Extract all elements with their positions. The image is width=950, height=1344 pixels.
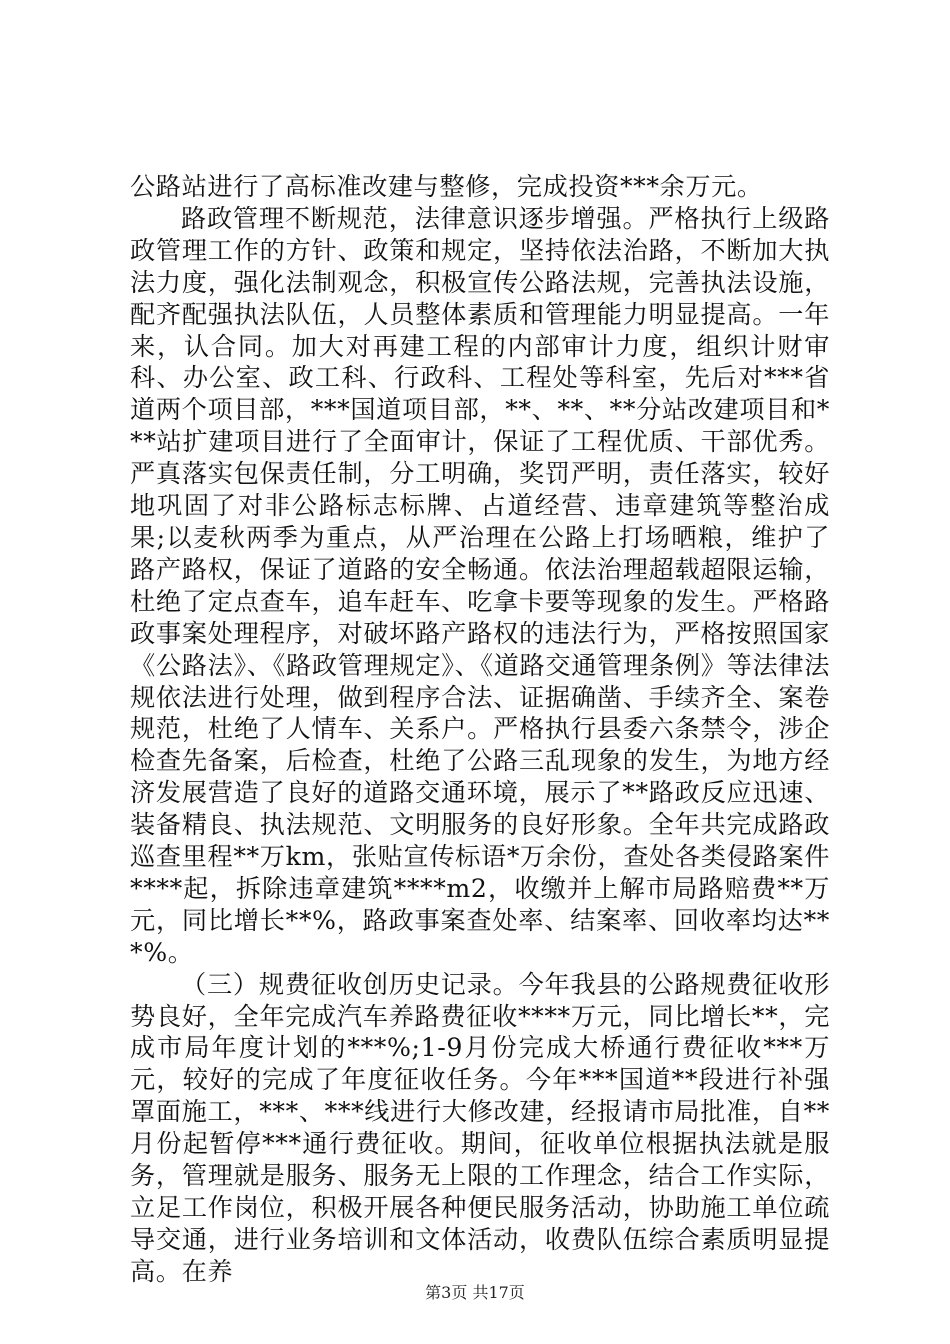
paragraph-3: （三）规费征收创历史记录。今年我县的公路规费征收形势良好，全年完成汽车养路费征收****万元，同比增长**，完成市局年度计划的***%;1-9月份完成大桥通行费征收***万元，较好的完成了年度征收任务。今年***国道**段进行补强罩面施工，***、***线进行大修改建，经报请市局批准，自**月份起暂停***通行费征收。期间，征收单位根据执法就是服务，管理就是服务、服务无上限的工作理念，结合工作实际，立足工作岗位，积极开展各种便民服务活动，协助施工单位疏导交通，进行业务培训和文体活动，收费队伍综合素质明显提高。在养 <box>130 969 830 1286</box>
paragraph-2: 路政管理不断规范，法律意识逐步增强。严格执行上级路政管理工作的方针、政策和规定，坚持依法治路，不断加大执法力度，强化法制观念，积极宣传公路法规，完善执法设施，配齐配强执法队伍，人员整体素质和管理能力明显提高。一年来，认合同。加大对再建工程的内部审计力度，组织计财审科、办公室、政工科、行政科、工程处等科室，先后对***省道两个项目部，***国道项目部，**、**、**分站改建项目和***站扩建项目进行了全面审计，保证了工程优质、干部优秀。严真落实包保责任制，分工明确，奖罚严明，责任落实，较好地巩固了对非公路标志标牌、占道经营、违章建筑等整治成果;以麦秋两季为重点，从严治理在公路上打场晒粮，维护了路产路权，保证了道路的安全畅通。依法治理超载超限运输，杜绝了定点查车，追车赶车、吃拿卡要等现象的发生。严格路政事案处理程序，对破坏路产路权的违法行为，严格按照国家《公路法》、《路政管理规定》、《道路交通管理条例》等法律法规依法进行处理，做到程序合法、证据确凿、手续齐全、案卷规范，杜绝了人情车、关系户。严格执行县委六条禁令，涉企检查先备案，后检查，杜绝了公路三乱现象的发生，为地方经济发展营造了良好的道路交通环境，展示了**路政反应迅速、装备精良、执法规范、文明服务的良好形象。全年共完成路政巡查里程**万km，张贴宣传标语*万余份，查处各类侵路案件****起，拆除违章建筑****m2，收缴并上解市局路赔费**万元，同比增长**%，路政事案查处率、结案率、回收率均达***%。 <box>130 203 830 967</box>
document-body <box>130 171 830 1288</box>
paragraph-1: 公路站进行了高标准改建与整修，完成投资***余万元。 <box>130 172 763 201</box>
page-number-footer: 第3页 共17页 <box>425 1283 525 1302</box>
